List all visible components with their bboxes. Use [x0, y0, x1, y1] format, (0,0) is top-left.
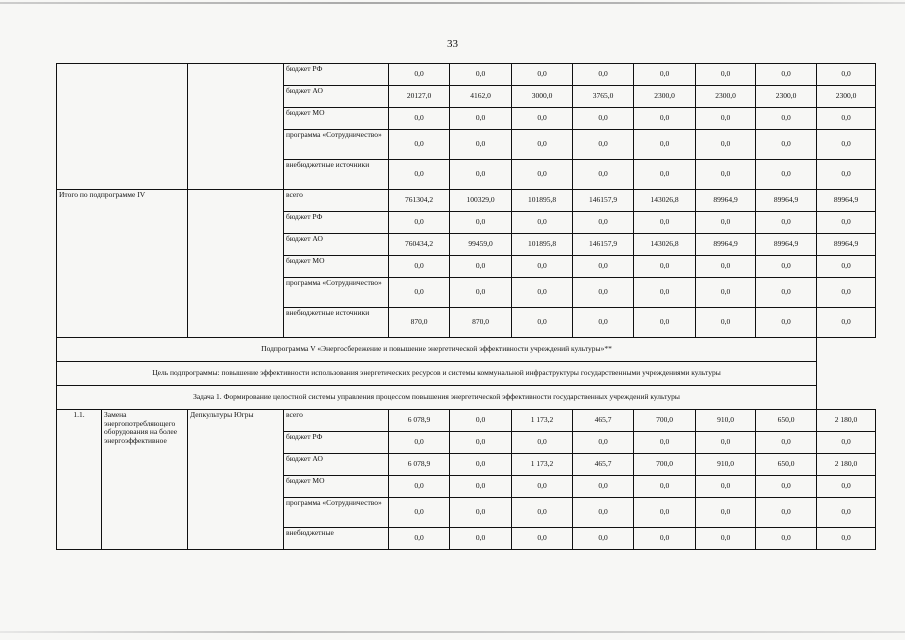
- value-cell: 0,0: [634, 432, 696, 454]
- value-cell: 0,0: [634, 130, 696, 160]
- value-cell: 0,0: [696, 432, 756, 454]
- table-row: [57, 362, 876, 386]
- value-cell: 0,0: [634, 476, 696, 498]
- value-cell: 0,0: [696, 528, 756, 550]
- value-cell: 0,0: [756, 256, 817, 278]
- value-cell: 0,0: [756, 278, 817, 308]
- value-cell: 146157,9: [573, 190, 634, 212]
- value-cell: 0,0: [696, 498, 756, 528]
- value-cell: 0,0: [389, 528, 450, 550]
- value-cell: 0,0: [573, 256, 634, 278]
- value-cell: 0,0: [817, 256, 876, 278]
- value-cell: 0,0: [634, 498, 696, 528]
- cell-blank: [188, 190, 284, 338]
- value-cell: 89964,9: [817, 190, 876, 212]
- value-cell: 0,0: [512, 498, 573, 528]
- value-cell: 0,0: [756, 64, 817, 86]
- subprogram-goal: Цель подпрограммы: повышение эффективности использования энергетических ресурсов и системы коммунальной инфраструктуры государственными учреждениями культуры: [57, 362, 817, 386]
- value-cell: 1 173,2: [512, 410, 573, 432]
- value-cell: 0,0: [389, 64, 450, 86]
- table-row: [57, 64, 876, 86]
- value-cell: 101895,8: [512, 190, 573, 212]
- value-cell: 0,0: [696, 130, 756, 160]
- value-cell: 0,0: [817, 308, 876, 338]
- subprogram-title: Подпрограмма V «Энергосбережение и повышение энергетической эффективности учреждений культуры»**: [57, 338, 817, 362]
- value-cell: 0,0: [450, 410, 512, 432]
- task-title: Задача 1. Формирование целостной системы управления процессом повышения энергетической эффективности государственных учреждений культуры: [57, 386, 817, 410]
- activity-executor: Депкультуры Югры: [188, 410, 284, 550]
- value-cell: 0,0: [756, 528, 817, 550]
- source-cell: бюджет АО: [284, 234, 389, 256]
- value-cell: 0,0: [450, 432, 512, 454]
- value-cell: 870,0: [389, 308, 450, 338]
- page-number: 33: [447, 38, 458, 50]
- value-cell: 0,0: [512, 256, 573, 278]
- source-cell: всего: [284, 190, 389, 212]
- value-cell: 0,0: [450, 64, 512, 86]
- value-cell: 0,0: [389, 160, 450, 190]
- value-cell: 910,0: [696, 410, 756, 432]
- value-cell: 0,0: [817, 528, 876, 550]
- value-cell: 0,0: [450, 130, 512, 160]
- value-cell: 0,0: [573, 432, 634, 454]
- value-cell: 0,0: [573, 308, 634, 338]
- value-cell: 0,0: [512, 432, 573, 454]
- value-cell: 0,0: [634, 64, 696, 86]
- value-cell: 0,0: [512, 308, 573, 338]
- value-cell: 0,0: [756, 108, 817, 130]
- value-cell: 761304,2: [389, 190, 450, 212]
- source-cell: бюджет РФ: [284, 64, 389, 86]
- value-cell: 1 173,2: [512, 454, 573, 476]
- value-cell: 700,0: [634, 410, 696, 432]
- source-cell: программа «Сотрудничество»: [284, 130, 389, 160]
- value-cell: 0,0: [817, 432, 876, 454]
- value-cell: 0,0: [696, 64, 756, 86]
- value-cell: 6 078,9: [389, 454, 450, 476]
- value-cell: 0,0: [634, 308, 696, 338]
- value-cell: 0,0: [817, 476, 876, 498]
- value-cell: 0,0: [573, 64, 634, 86]
- value-cell: 0,0: [817, 278, 876, 308]
- value-cell: 0,0: [756, 432, 817, 454]
- value-cell: 0,0: [696, 160, 756, 190]
- value-cell: 0,0: [512, 64, 573, 86]
- value-cell: 0,0: [696, 278, 756, 308]
- value-cell: 0,0: [573, 278, 634, 308]
- subtotal-label: Итого по подпрограмме IV: [57, 190, 188, 338]
- source-cell: программа «Сотрудничество»: [284, 278, 389, 308]
- value-cell: 2300,0: [756, 86, 817, 108]
- value-cell: 0,0: [450, 256, 512, 278]
- scan-edge-top: [0, 2, 905, 4]
- value-cell: 101895,8: [512, 234, 573, 256]
- source-cell: бюджет МО: [284, 108, 389, 130]
- value-cell: 99459,0: [450, 234, 512, 256]
- source-cell: бюджет РФ: [284, 432, 389, 454]
- value-cell: 3765,0: [573, 86, 634, 108]
- value-cell: 0,0: [573, 476, 634, 498]
- budget-table: [56, 63, 876, 550]
- value-cell: 0,0: [756, 498, 817, 528]
- source-cell: бюджет МО: [284, 476, 389, 498]
- value-cell: 2 180,0: [817, 410, 876, 432]
- value-cell: 0,0: [389, 212, 450, 234]
- value-cell: 0,0: [634, 256, 696, 278]
- value-cell: 2300,0: [634, 86, 696, 108]
- value-cell: 0,0: [817, 130, 876, 160]
- value-cell: 0,0: [450, 108, 512, 130]
- value-cell: 0,0: [634, 528, 696, 550]
- value-cell: 0,0: [817, 212, 876, 234]
- value-cell: 0,0: [450, 278, 512, 308]
- value-cell: 0,0: [512, 278, 573, 308]
- value-cell: 0,0: [573, 130, 634, 160]
- value-cell: 89964,9: [696, 234, 756, 256]
- value-cell: 0,0: [450, 476, 512, 498]
- value-cell: 0,0: [389, 476, 450, 498]
- value-cell: 0,0: [696, 108, 756, 130]
- value-cell: 0,0: [573, 498, 634, 528]
- value-cell: 0,0: [573, 212, 634, 234]
- value-cell: 100329,0: [450, 190, 512, 212]
- value-cell: 89964,9: [817, 234, 876, 256]
- value-cell: 0,0: [450, 160, 512, 190]
- value-cell: 0,0: [817, 64, 876, 86]
- value-cell: 0,0: [696, 476, 756, 498]
- source-cell: бюджет АО: [284, 86, 389, 108]
- value-cell: 650,0: [756, 410, 817, 432]
- value-cell: 20127,0: [389, 86, 450, 108]
- value-cell: 0,0: [756, 160, 817, 190]
- value-cell: 0,0: [389, 498, 450, 528]
- value-cell: 0,0: [573, 160, 634, 190]
- value-cell: 0,0: [696, 212, 756, 234]
- value-cell: 0,0: [573, 528, 634, 550]
- value-cell: 0,0: [696, 256, 756, 278]
- value-cell: 0,0: [634, 108, 696, 130]
- value-cell: 0,0: [450, 528, 512, 550]
- value-cell: 0,0: [756, 130, 817, 160]
- activity-name: Замена энергопотребляющего оборудования на более энергоэффективное: [102, 410, 188, 550]
- source-cell: программа «Сотрудничество»: [284, 498, 389, 528]
- value-cell: 0,0: [389, 278, 450, 308]
- scan-edge-bottom: [0, 631, 905, 633]
- value-cell: 0,0: [634, 212, 696, 234]
- value-cell: 0,0: [512, 108, 573, 130]
- value-cell: 0,0: [389, 130, 450, 160]
- value-cell: 3000,0: [512, 86, 573, 108]
- value-cell: 465,7: [573, 454, 634, 476]
- value-cell: 89964,9: [756, 190, 817, 212]
- value-cell: 0,0: [450, 212, 512, 234]
- value-cell: 0,0: [512, 130, 573, 160]
- value-cell: 0,0: [817, 160, 876, 190]
- table-row: [57, 190, 876, 212]
- value-cell: 0,0: [573, 108, 634, 130]
- value-cell: 89964,9: [696, 190, 756, 212]
- value-cell: 146157,9: [573, 234, 634, 256]
- value-cell: 143026,8: [634, 234, 696, 256]
- value-cell: 0,0: [756, 308, 817, 338]
- value-cell: 0,0: [389, 256, 450, 278]
- value-cell: 89964,9: [756, 234, 817, 256]
- value-cell: 0,0: [450, 454, 512, 476]
- value-cell: 0,0: [389, 108, 450, 130]
- source-cell: внебюджетные: [284, 528, 389, 550]
- value-cell: 0,0: [512, 212, 573, 234]
- source-cell: бюджет АО: [284, 454, 389, 476]
- value-cell: 2 180,0: [817, 454, 876, 476]
- source-cell: внебюджетные источники: [284, 308, 389, 338]
- value-cell: 700,0: [634, 454, 696, 476]
- value-cell: 2300,0: [817, 86, 876, 108]
- value-cell: 0,0: [756, 476, 817, 498]
- value-cell: 465,7: [573, 410, 634, 432]
- source-cell: всего: [284, 410, 389, 432]
- value-cell: 0,0: [389, 432, 450, 454]
- table-row: [57, 338, 876, 362]
- value-cell: 2300,0: [696, 86, 756, 108]
- table-row: [57, 386, 876, 410]
- value-cell: 0,0: [756, 212, 817, 234]
- table-row: [57, 410, 876, 432]
- value-cell: 143026,8: [634, 190, 696, 212]
- source-cell: внебюджетные источники: [284, 160, 389, 190]
- value-cell: 0,0: [634, 278, 696, 308]
- source-cell: бюджет РФ: [284, 212, 389, 234]
- value-cell: 0,0: [634, 160, 696, 190]
- value-cell: 4162,0: [450, 86, 512, 108]
- activity-number: 1.1.: [57, 410, 102, 550]
- source-cell: бюджет МО: [284, 256, 389, 278]
- value-cell: 910,0: [696, 454, 756, 476]
- value-cell: 0,0: [512, 160, 573, 190]
- value-cell: 0,0: [817, 108, 876, 130]
- value-cell: 760434,2: [389, 234, 450, 256]
- value-cell: 0,0: [512, 476, 573, 498]
- value-cell: 870,0: [450, 308, 512, 338]
- cell-blank: [57, 64, 188, 190]
- value-cell: 0,0: [696, 308, 756, 338]
- value-cell: 650,0: [756, 454, 817, 476]
- value-cell: 0,0: [817, 498, 876, 528]
- value-cell: 0,0: [512, 528, 573, 550]
- value-cell: 0,0: [450, 498, 512, 528]
- value-cell: 6 078,9: [389, 410, 450, 432]
- cell-blank: [188, 64, 284, 190]
